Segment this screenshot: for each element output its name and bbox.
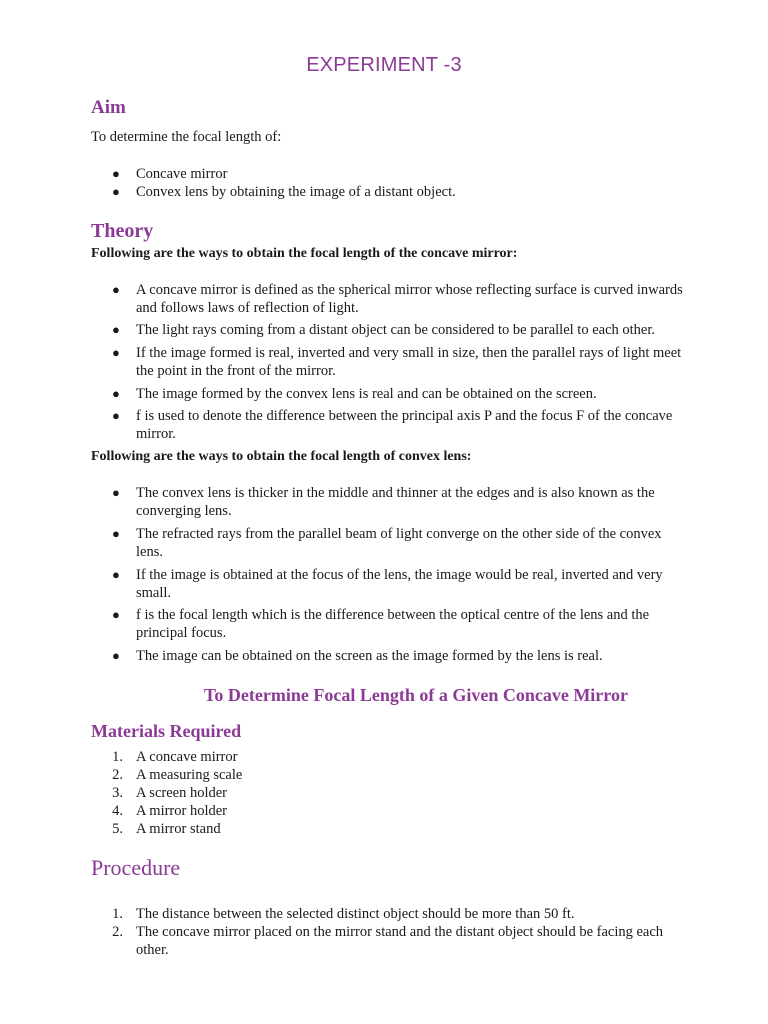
list-number: 3. xyxy=(112,785,123,801)
materials-heading: Materials Required xyxy=(91,721,242,741)
aim-heading: Aim xyxy=(91,97,126,118)
bullet-icon: ● xyxy=(112,184,120,199)
list-item-text: The convex lens is thicker in the middle and thinner at the edges and is also known as the converging lens. xyxy=(136,485,655,519)
list-number: 1. xyxy=(112,749,123,765)
list-number: 2. xyxy=(112,924,123,940)
aim-intro: To determine the focal length of: xyxy=(91,129,282,145)
list-item-text: The image can be obtained on the screen as the image formed by the lens is real. xyxy=(136,648,603,664)
bullet-icon: ● xyxy=(112,607,120,622)
list-item-text: A mirror stand xyxy=(136,821,221,837)
list-item-text: The refracted rays from the parallel beam of light converge on the other side of the convex lens. xyxy=(136,526,662,560)
list-item-text: Concave mirror xyxy=(136,166,228,182)
lens-subheading: Following are the ways to obtain the focal length of convex lens: xyxy=(91,449,472,464)
list-number: 1. xyxy=(112,906,123,922)
list-item-text: The light rays coming from a distant object can be considered to be parallel to each other. xyxy=(136,322,655,338)
list-item-text: A measuring scale xyxy=(136,767,243,783)
theory-heading: Theory xyxy=(91,220,154,242)
list-item-text: The distance between the selected distinct object should be more than 50 ft. xyxy=(136,906,575,922)
bullet-icon: ● xyxy=(112,485,120,500)
bullet-icon: ● xyxy=(112,648,120,663)
list-item-text: If the image is obtained at the focus of the lens, the image would be real, inverted and very small. xyxy=(136,567,663,601)
list-number: 2. xyxy=(112,767,123,783)
list-item-text: The concave mirror placed on the mirror stand and the distant object should be facing each other. xyxy=(136,924,664,958)
list-item-text: A screen holder xyxy=(136,785,227,801)
mirror-subheading: Following are the ways to obtain the focal length of the concave mirror: xyxy=(91,246,518,261)
procedure-heading: Procedure xyxy=(91,855,181,880)
list-item-text: A mirror holder xyxy=(136,803,228,819)
list-number: 4. xyxy=(112,803,123,819)
bullet-icon: ● xyxy=(112,567,120,582)
bullet-icon: ● xyxy=(112,526,120,541)
list-item-text: f is the focal length which is the difference between the optical centre of the lens and the principal focus. xyxy=(136,607,650,641)
list-number: 5. xyxy=(112,821,123,837)
page-title: EXPERIMENT -3 xyxy=(306,54,462,76)
list-item-text: The image formed by the convex lens is real and can be obtained on the screen. xyxy=(136,386,597,402)
list-item-text: If the image formed is real, inverted and very small in size, then the parallel rays of light meet the point in the front of the mirror. xyxy=(136,345,682,379)
bullet-icon: ● xyxy=(112,322,120,337)
list-item-text: A concave mirror xyxy=(136,749,238,765)
list-item-text: A concave mirror is defined as the spherical mirror whose reflecting surface is curved inwards and follows laws of reflection of light. xyxy=(136,282,683,316)
list-item-text: f is used to denote the difference between the principal axis P and the focus F of the concave mirror. xyxy=(136,408,673,442)
bullet-icon: ● xyxy=(112,345,120,360)
bullet-icon: ● xyxy=(112,166,120,181)
bullet-icon: ● xyxy=(112,386,120,401)
bullet-icon: ● xyxy=(112,408,120,423)
section-heading: To Determine Focal Length of a Given Concave Mirror xyxy=(204,685,628,705)
list-item-text: Convex lens by obtaining the image of a distant object. xyxy=(136,184,456,200)
bullet-icon: ● xyxy=(112,282,120,297)
